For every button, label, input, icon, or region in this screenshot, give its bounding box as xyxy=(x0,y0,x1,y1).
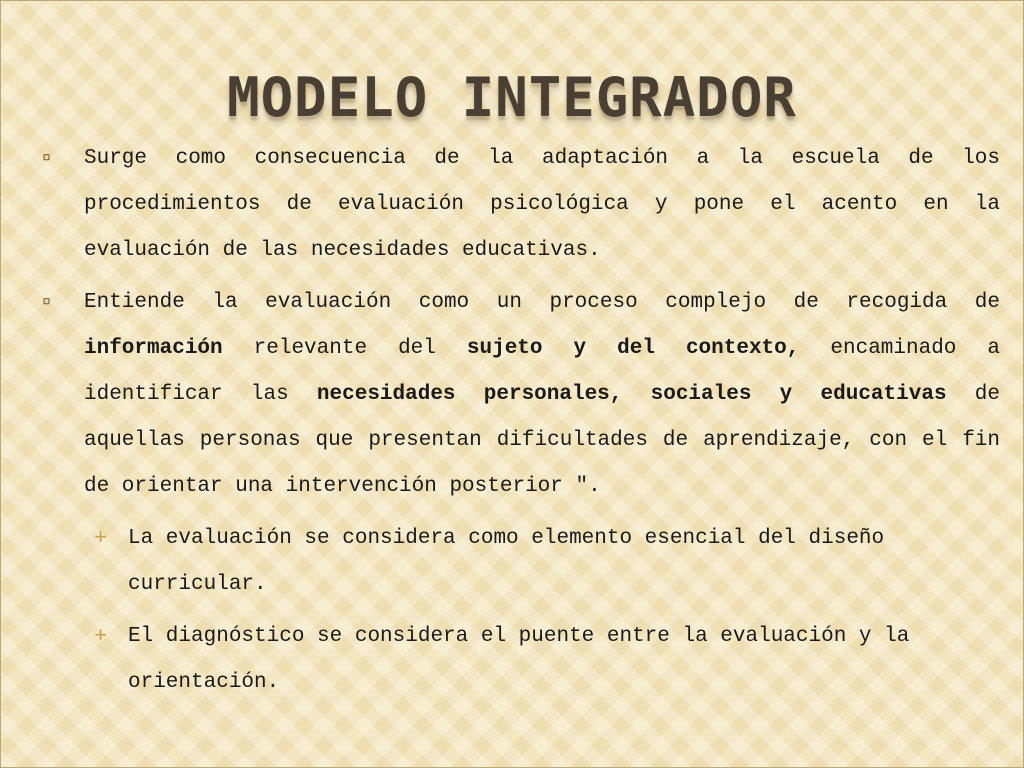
bullet-text-segment: de aquellas personas que presentan dificultades de aprendizaje, con el fin de orientar una intervención posterior ". xyxy=(84,383,1000,498)
sub-bullet-text: La evaluación se considera como elemento esencial del diseño curricular. xyxy=(128,527,885,596)
bullet-text-segment: encaminado a identificar las xyxy=(84,337,1001,406)
slide-title: MODELO INTEGRADOR xyxy=(227,66,797,129)
sub-bullet-item-1 xyxy=(40,516,1000,608)
bullet-text-segment: Entiende la evaluación como un proceso complejo de recogida de xyxy=(84,291,1000,314)
bullet-text-segment: relevante del xyxy=(222,337,467,360)
bullet-item-1 xyxy=(40,136,1000,274)
sub-bullet-text: El diagnóstico se considera el puente entre la evaluación y la orientación. xyxy=(128,625,910,694)
plus-icon: + xyxy=(94,624,108,649)
bullet-text: Surge como consecuencia de la adaptación a la escuela de los procedimientos de evaluación psicológica y pone el acento en la evaluación de las necesidades educativas. xyxy=(84,147,1000,262)
slide-content xyxy=(40,136,1000,712)
bold-term-sujeto-contexto: sujeto y del contexto, xyxy=(466,337,800,360)
bullet-marker-icon: ¤ xyxy=(42,150,52,167)
sub-bullet-item-2 xyxy=(40,614,1000,706)
bold-term-necesidades: necesidades personales, sociales y educativas xyxy=(316,383,947,406)
bullet-marker-icon: ¤ xyxy=(42,294,52,311)
bullet-item-2 xyxy=(40,280,1000,510)
plus-icon: + xyxy=(94,526,108,551)
bold-term-informacion: información xyxy=(84,337,223,360)
